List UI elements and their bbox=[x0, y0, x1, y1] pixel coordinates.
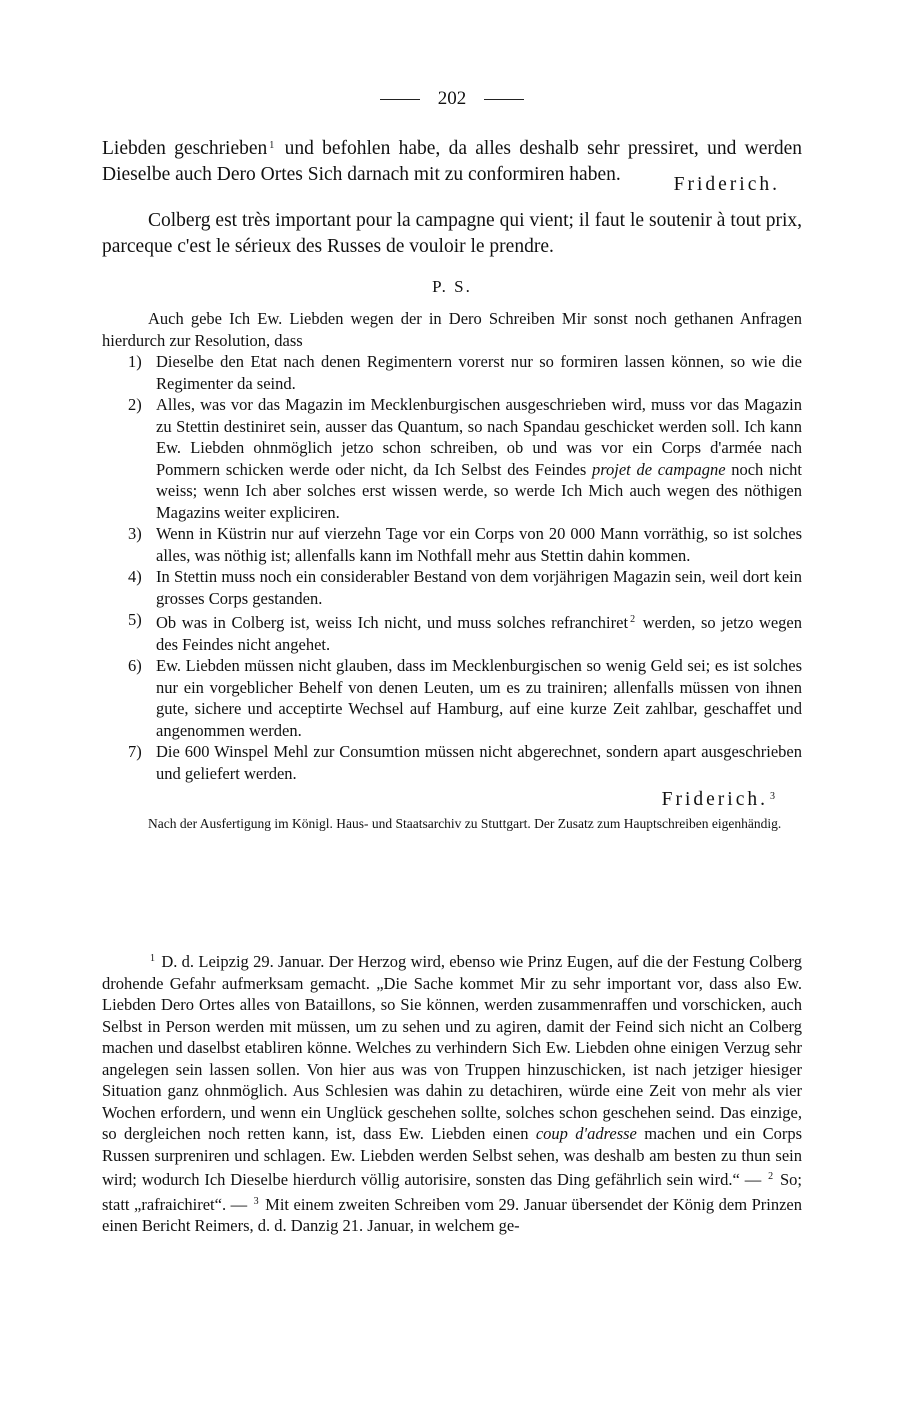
footnotes bbox=[102, 948, 802, 1237]
source-note: Nach der Ausfertigung im Königl. Haus- und Staatsarchiv zu Stuttgart. Der Zusatz zum Hauptschreiben eigenhändig. bbox=[148, 815, 782, 831]
list-item: 3) Wenn in Küstrin nur auf vierzehn Tage vor ein Corps von 20 000 Mann vorräthig, so ist solches alles, was nöthig ist; allenfalls kann im Nothfall mehr aus Stettin dahin kommen. bbox=[128, 524, 802, 565]
footnote-ref-3: 3 bbox=[770, 791, 778, 802]
list-item: 4) In Stettin muss noch ein considerabler Bestand von dem vorjährigen Magazin sein, weil dort kein grosses Corps gestanden. bbox=[128, 567, 802, 608]
letter-closing-paragraph: Liebden geschrieben $^1$ und befohlen habe, da alles deshalb sehr pressiret, und werden Dieselbe auch Dero Ortes Sich darnach mit zu conformiren haben. bbox=[102, 138, 803, 185]
postscript-body bbox=[102, 308, 802, 832]
footnote-marker-1: 1 bbox=[150, 953, 155, 964]
page-header bbox=[102, 88, 802, 110]
postscript-heading: P. S. bbox=[432, 277, 472, 296]
list-item: 5) Ob was in Colberg ist, weiss Ich nicht, und muss solches refranchiret $^2$ werden, so jetzo wegen des Feindes nicht angehet. bbox=[128, 610, 803, 654]
list-item: 6) Ew. Liebden müssen nicht glauben, dass im Mecklenburgischen so wenig Geld sei; es ist solches nur ein vorgeblicher Behelf von denen Leuten, um es zu trainiren; allenfalls müssen von ihnen gute, sichere und acceptirte Wechsel auf Hamburg, auf eine kurze Zeit zahlbar, geschaffet und angenommen werden. bbox=[128, 656, 802, 740]
list-item: 1) Dieselbe den Etat nach denen Regimentern vorerst nur so formiren lassen können, so wie die Regimenter da seind. bbox=[128, 352, 802, 393]
signature-2: Friderich. $^3$ bbox=[661, 789, 778, 810]
list-item: 7) Die 600 Winspel Mehl zur Consumtion müssen nicht abgerechnet, sondern apart ausgeschrieben und geliefert werden. bbox=[128, 742, 802, 783]
header-rule-left bbox=[380, 99, 420, 100]
footnote-ref-1: 1 bbox=[269, 140, 275, 151]
postscript-intro: Auch gebe Ich Ew. Liebden wegen der in Dero Schreiben Mir sonst noch gethanen Anfragen hierdurch zur Resolution, dass bbox=[102, 309, 802, 350]
page-number: 202 bbox=[437, 88, 467, 109]
footnote-marker-3: 3 bbox=[253, 1195, 259, 1207]
french-paragraph: Colberg est très important pour la campagne qui vient; il faut le soutenir à tout prix, parceque c'est le sérieux des Russes de vouloir le prendre. bbox=[102, 210, 802, 257]
list-item: 2) Alles, was vor das Magazin im Mecklenburgischen ausgeschrieben wird, muss vor das Magazin zu Stettin destiniret sein, ausser das Quantum, so nach Spandau geschicket werden soll. Ich kann Ew. Liebden ohnmöglich jetzo schon schreiben, ob und was vor ein Corps d'armée nach Pommern schicken werde oder nicht, da Ich Selbst des Feindes projet de campagne noch nicht weiss; wenn Ich aber solches erst wissen werde, so werde Ich Mich auch wegen des nöthigen Magazins weiter expliciren. bbox=[128, 395, 802, 522]
footnote-marker-2: 2 bbox=[768, 1171, 774, 1182]
header-rule-right bbox=[484, 99, 524, 100]
postscript-list bbox=[102, 351, 802, 784]
footnote-text: $^1$ D. d. Leipzig 29. Januar. Der Herzog wird, ebenso wie Prinz Eugen, auf die der Festung Colberg drohende Gefahr aufmerksam gemacht. „Die Sache kommet Mir zu sehr important vor, dass also Ew. Liebden Dero Ortes alles von Bataillons, so Sie können, werden zusammenraffen und vorschicken, auch Selbst in Person werden mit müssen, um zu sehen und zu agiren, damit der Feind sich nicht an Colberg machen und daselbst etabliren könne. Welches zu verhindern Sich Ew. Liebden ohne einigen Verzug sehr angelegen sein lassen sollen. Von hier aus was von Truppen hinzuschicken, ist nach jetziger hiesiger Situation ganz ohnmöglich. Aus Schlesien was dahin zu detachiren, würde eine Zeit von mehr als vier Wochen erfordern, und wenn ein Unglück geschehen sollte, solches schon geschehen seind. Das einzige, so dergleichen noch retten kann, ist, dass Ew. Liebden einen coup d'adresse machen und ein Corps Russen surpreniren und schlagen. Ew. Liebden werden Selbst sehen, was deshalb am besten zu thun sein wird; wodurch Ich Dieselbe hierdurch völlig autorisire, sonsten das Ding gefährlich sein wird.“ — $^2$ So; statt „rafraichiret“. — $^3$ Mit einem zweiten Schreiben vom 29. Januar übersendet der König dem Prinzen einen Bericht Reimers, d. d. Danzig 21. Januar, in welchem ge- bbox=[102, 952, 802, 1235]
main-text bbox=[102, 133, 802, 832]
footnote-ref-2: 2 bbox=[630, 614, 636, 625]
signature-1: Friderich. bbox=[673, 174, 780, 195]
